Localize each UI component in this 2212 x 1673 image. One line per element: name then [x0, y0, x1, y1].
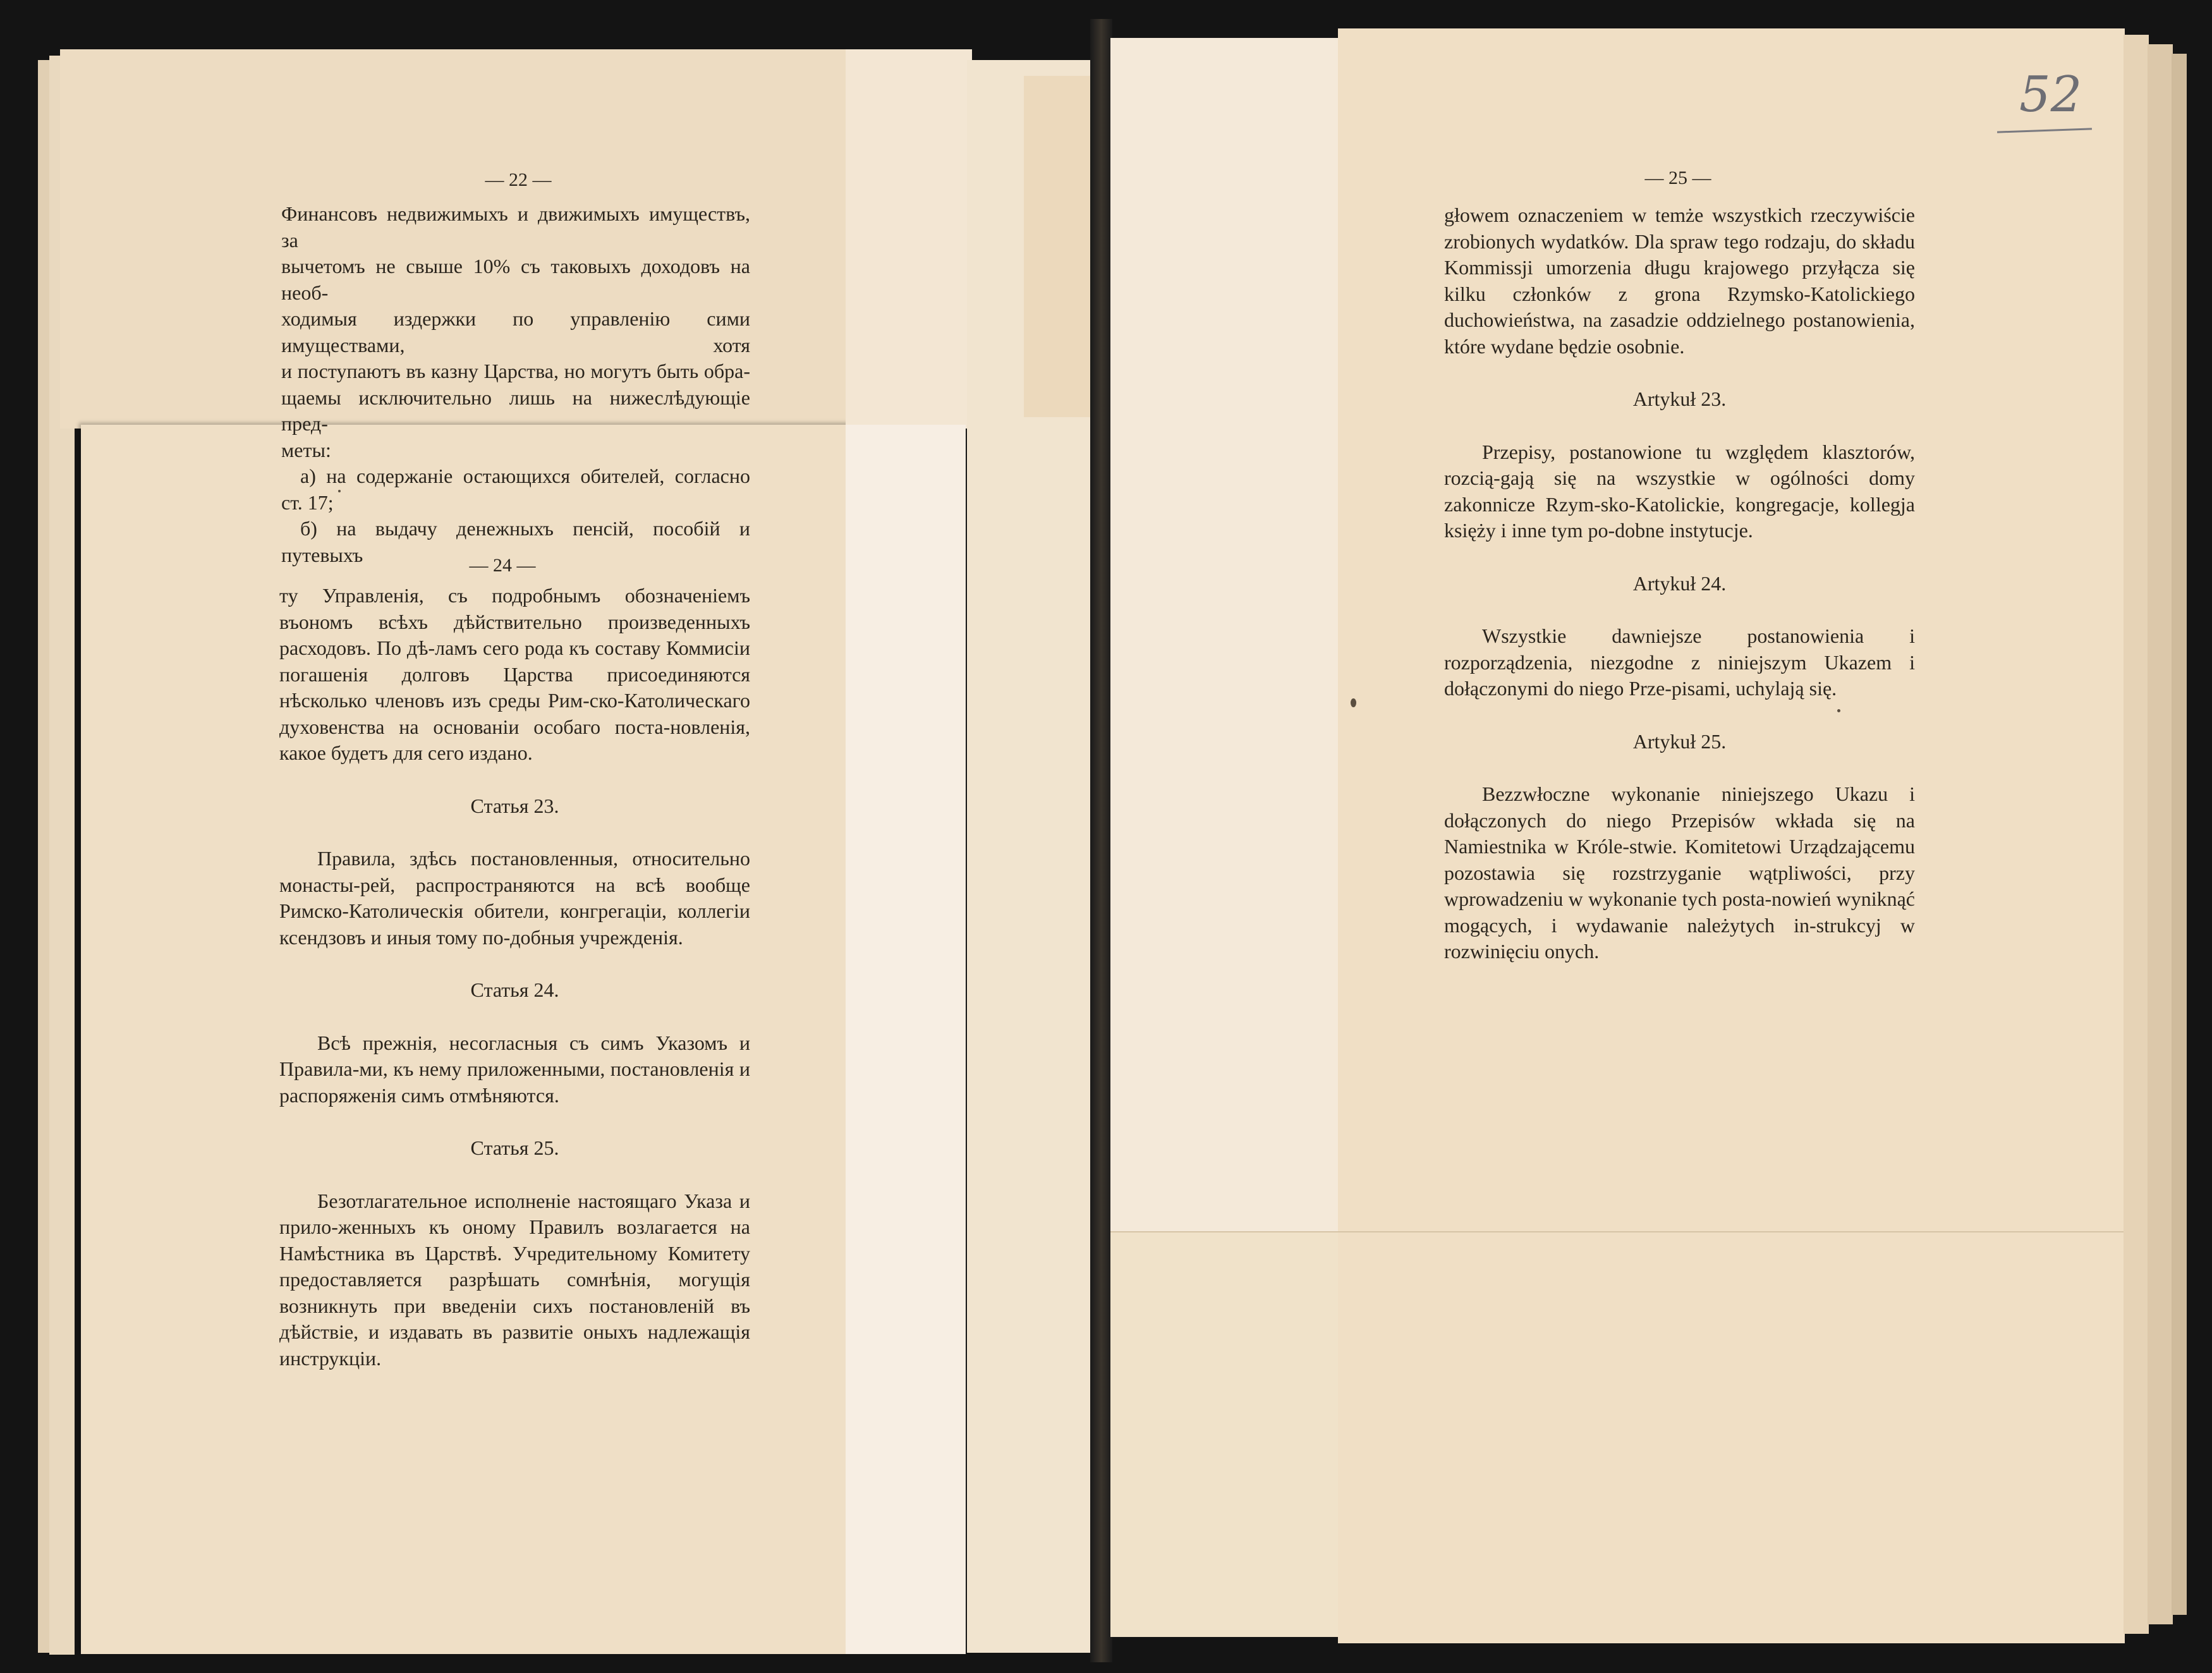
article-heading-25: Artykuł 25.	[1632, 729, 1727, 753]
gutter-strip-a	[846, 425, 966, 1654]
gutter-strip-b-shade	[1024, 76, 1093, 417]
text-line: вычетомъ не свыше 10% съ таковыхъ доходовъ на необ-	[281, 255, 750, 304]
page-number-24: — 24 —	[469, 555, 536, 576]
right-page-edges-3	[2172, 54, 2187, 1615]
text-line: и поступаютъ въ казну Царства, но могутъ быть обра-	[281, 360, 750, 382]
paragraph: Правила, здѣсь постановленныя, относительно монасты-рей, распространяются на всѣ вообще Римско-Католическiя обители, конгрегацiи, коллегiи ксендзовъ и иныя тому по-добныя учрежденiя.	[279, 847, 750, 949]
paragraph: Bezzwłoczne wykonanie niniejszego Ukazu i dołączonych do niego Przepisów wkłada się na Namiestnika w Króle-stwie. Komitetowi Urządzającemu pozostawia się rozstrzyganie wątpliwości, przy wprowadzeniu w wykonanie tych posta-nowień wyniknąć mogących, i wydawanie należytych in-strukcyj w rozwinięciu onych.	[1444, 782, 1915, 963]
right-inner-strip	[1110, 38, 1338, 1232]
paragraph: głowem oznaczeniem w temże wszystkich rzeczywiście zrobionych wydatków. Dla spraw tego rodzaju, do składu Kommissji umorzenia długu krajowego przyłącza się kilku członków z grona Rzymsko-Katolickiego duchowieństwa, na zasadzie oddzielnego postanowienia, które wydane będzie osobnie.	[1444, 204, 1915, 358]
article-heading-23: Artykuł 23.	[1632, 387, 1727, 410]
paragraph: Wszystkie dawniejsze postanowienia i rozporządzenia, niezgodne z niniejszym Ukazem i dołączonymi do niego Prze-pisami, uchylają się.	[1444, 624, 1915, 700]
gutter-strip-top	[846, 49, 972, 429]
text-line: ст. 17;	[281, 490, 334, 514]
folio-number: 52	[2019, 66, 2082, 123]
gutter	[1090, 19, 1112, 1662]
article-heading-23: Статья 23.	[470, 794, 559, 817]
text-line: меты:	[281, 438, 331, 461]
text-line: Финансовъ недвижимыхъ и движимыхъ имуществъ, за	[281, 202, 750, 252]
text-line: щаемы исключительно лишь на нижеслѣдующiе пред-	[281, 386, 750, 435]
paragraph: ту Управленiя, съ подробнымъ обозначенiемъ въономъ всѣхъ дѣйствительно произведенныхъ расходовъ. По дѣ-ламъ сего рода къ составу Коммисiи погашенiя долговъ Царства присоединяются нѣсколько членовъ изъ среды Рим-ско-Католическаго духовенства на основанiи особаго поста-новленiя, какое будетъ для сего издано.	[279, 584, 750, 764]
paragraph: Всѣ прежнiя, несогласныя съ симъ Указомъ и Правила-ми, къ нему приложенными, постановленiя и распоряженiя симъ отмѣняются.	[279, 1031, 750, 1107]
right-page-fold-line	[1110, 1231, 2125, 1232]
left-page-text	[279, 583, 750, 1372]
right-page-edges-2	[2148, 44, 2173, 1624]
right-page-text	[1444, 202, 1915, 965]
right-page-edges-1	[2124, 35, 2149, 1634]
article-heading-25: Статья 25.	[470, 1136, 559, 1159]
article-heading-24: Статья 24.	[470, 978, 559, 1001]
page-number-22: — 22 —	[485, 169, 552, 190]
right-inner-strip-lower	[1110, 1232, 1338, 1637]
article-heading-24: Artykuł 24.	[1632, 571, 1727, 595]
text-line: ходимыя издержки по управленiю сими имуществами, хотя	[281, 307, 750, 356]
text-line: б) на выдачу денежныхъ пенсiй, пособiй и путевыхъ	[281, 517, 750, 566]
page-number-25: — 25 —	[1644, 167, 1711, 188]
paper-speck	[1351, 698, 1356, 707]
paragraph: Безотлагательное исполненiе настоящаго Указа и прило-женныхъ къ оному Правилъ возлагается на Намѣстника въ Царствѣ. Учредительному Комитету предоставляется разрѣшать сомнѣнiя, могущiя возникнуть при введенiи сихъ постановленiй въ дѣйствiе, и издавать въ развитiе оныхъ надлежащiя инструкцiи.	[279, 1189, 750, 1370]
text-line: а) на содержанiе остающихся обителей, согласно	[300, 465, 750, 487]
paragraph: Przepisy, postanowione tu względem klasztorów, rozcią-gają się na wszystkie w ogólności domy zakonnicze Rzym-sko-Katolickie, kongregacje, kollegja księży i inne tym po-dobne instytucje.	[1444, 440, 1915, 542]
